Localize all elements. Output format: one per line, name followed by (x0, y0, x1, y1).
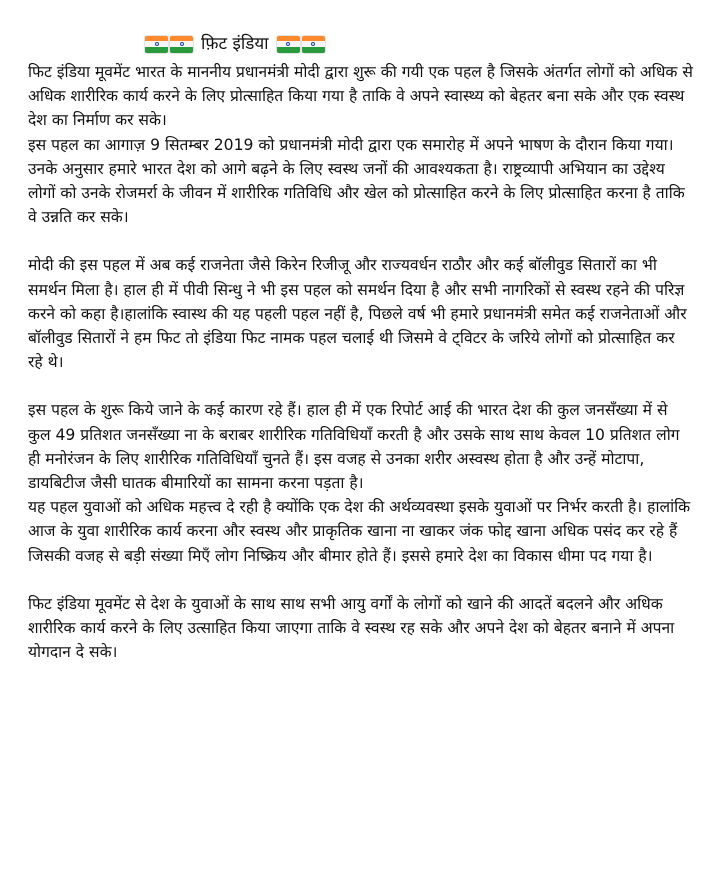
paragraph-launch: इस पहल का आगाज़ 9 सितम्बर 2019 को प्रधानमंत्री मोदी द्वारा एक समारोह में अपने भाषण के दौरान किया गया। उनके अनुसार हमारे भारत देश को आगे बढ़ने के लिए स्वस्थ जनों की आवश्यकता है। राष्ट्रव्यापी अभियान का उद्देश्य लोगों को उनके रोजमर्रा के जीवन में शारीरिक गतिविधि और खेल को प्रोत्साहित करने के लिए प्रोत्साहित करना है ताकि वे उन्नति कर सके। (28, 135, 685, 227)
title-row (145, 30, 325, 58)
right-flags (277, 36, 325, 53)
paragraph-youth: यह पहल युवाओं को अधिक महत्त्व दे रही है क्योंकि एक देश की अर्थव्यवस्था इसके युवाओं पर निर्भर करती है। हालांकि आज के युवा शारीरिक कार्य करना और स्वस्थ और प्राकृतिक खाना ना खाकर जंक फोद्द खाना अधिक पसंद कर रहे हैं जिसकी वजह से बड़ी संख्या मिएँ लोग निष्क्रिय और बीमार होते हैं। इससे हमारे देश का विकास धीमा पद गया है। (28, 498, 691, 565)
flag-icon (170, 36, 193, 53)
paragraph-reasons: इस पहल के शुरू किये जाने के कई कारण रहे हैं। हाल ही में एक रिपोर्ट आई की भारत देश की कुल जनसँख्या में से कुल 49 प्रतिशत जनसँख्या ना के बराबर शारीरिक गतिविधियाँ करती है और उसके साथ साथ केवल 10 प्रतिशत लोग ही मनोरंजन के लिए शारीरिक गतिविधियाँ चुनते हैं। इस वजह से उनका शरीर अस्वस्थ होता है और उन्हें मोटापा, डायबिटीज जैसी घातक बीमारियों का सामना करना पड़ता है। (28, 401, 680, 493)
flag-icon (145, 36, 168, 53)
paragraph-intro: फिट इंडिया मूवमेंट भारत के माननीय प्रधानमंत्री मोदी द्वारा शुरू की गयी एक पहल है जिसके अंतर्गत लोगों को अधिक से अधिक शारीरिक कार्य करने के लिए प्रोत्साहित किया गया है ताकि वे अपने स्वास्थ्य को बेहतर बना सके और एक स्वस्थ देश का निर्माण कर सके। (28, 63, 693, 130)
left-flags (145, 36, 193, 53)
flag-icon (277, 36, 300, 53)
flag-icon (302, 36, 325, 53)
paragraph-conclusion: फिट इंडिया मूवमेंट से देश के युवाओं के साथ साथ सभी आयु वर्गों के लोगों को खाने की आदतें बदलने और अधिक शारीरिक कार्य करने के लिए उत्साहित किया जाएगा ताकि वे स्वस्थ रह सके और अपने देश को बेहतर बनाने में अपना योगदान दे सके। (28, 594, 675, 662)
page-title: फ़िट इंडिया (201, 33, 269, 54)
article-body (28, 60, 694, 664)
paragraph-support: मोदी की इस पहल में अब कई राजनेता जैसे किरेन रिजीजू और राज्यवर्धन राठौर और कई बॉलीवुड सितारों का भी समर्थन मिला है। हाल ही में पीवी सिन्धु ने भी इस पहल को समर्थन दिया है और सभी नागरिकों से स्वस्थ रहने की परिज्ञ करने को कहा है।हालांकि स्वास्थ की यह पहली पहल नहीं है, पिछले वर्ष भी हमारे प्रधानमंत्री समेत कई राजनेताओं और बॉलीवुड सितारों ने हम फिट तो इंडिया फिट नामक पहल चलाई थी जिसमे वे ट्विटर के जरिये लोगों को प्रोत्साहित कर रहे थे। (28, 256, 687, 372)
